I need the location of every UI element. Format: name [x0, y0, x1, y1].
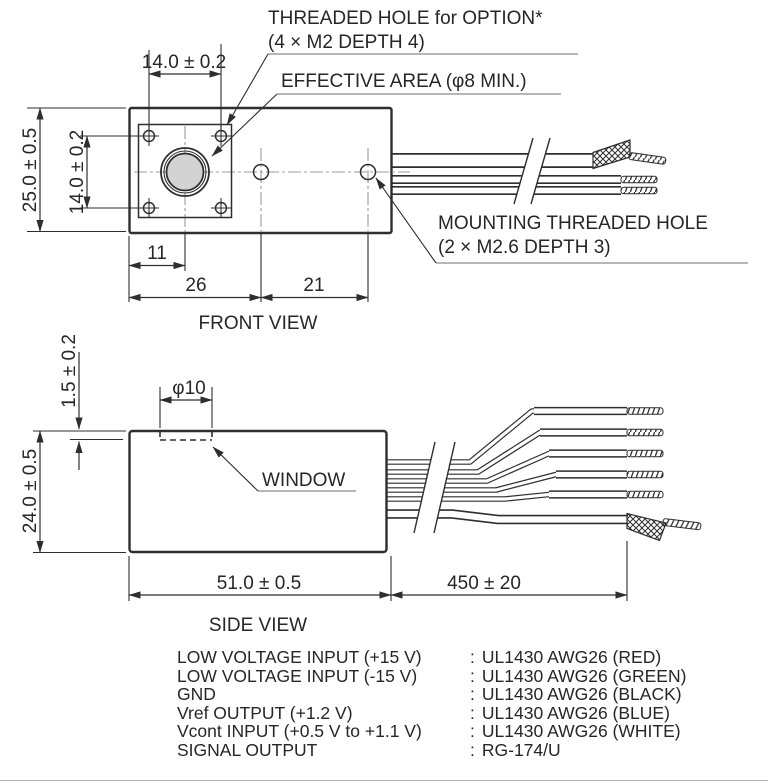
- dim-hole-spacing-horizontal: 14.0 ± 0.2: [141, 52, 227, 73]
- coax-center-conductor-front: [629, 152, 667, 164]
- dim-window-diameter: φ10: [172, 378, 206, 399]
- legend-colon: :: [470, 702, 475, 723]
- legend-colon: :: [470, 684, 475, 704]
- coax-center-conductor-side: [663, 518, 702, 530]
- callout-mounting-hole-line2: (2 × M2.6 DEPTH 3): [438, 237, 611, 258]
- wire-legend: [177, 648, 686, 759]
- legend-row: [177, 722, 686, 741]
- dim-body-height: 25.0 ± 0.5: [20, 127, 41, 213]
- coax-shield-braid-front: [593, 140, 630, 169]
- legend-row: [177, 741, 686, 760]
- bare-conductor-tip: [627, 471, 663, 477]
- dim-first-mount-hole: 26: [185, 275, 207, 296]
- legend-row: [177, 648, 686, 667]
- side-view-caption: SIDE VIEW: [208, 615, 308, 636]
- legend-signal: Vref OUTPUT (+1.2 V): [177, 702, 353, 723]
- front-view-body: [130, 108, 411, 233]
- legend-row: [177, 667, 686, 686]
- bare-conductor-tip: [627, 429, 663, 435]
- legend-signal: LOW VOLTAGE INPUT (-15 V): [177, 665, 418, 686]
- bare-conductor-tip: [621, 176, 657, 183]
- callout-threaded-hole-line2: (4 × M2 DEPTH 4): [268, 32, 425, 53]
- legend-colon: :: [470, 665, 475, 686]
- callout-threaded-hole-line1: THREADED HOLE for OPTION*: [268, 8, 543, 29]
- bare-conductor-tip: [627, 491, 663, 497]
- bare-conductor-tip: [627, 408, 663, 414]
- legend-signal: SIGNAL OUTPUT: [177, 739, 318, 760]
- legend-cable: UL1430 AWG26 (GREEN): [481, 665, 687, 686]
- dim-body-length: 51.0 ± 0.5: [216, 573, 302, 594]
- bare-conductor-tip: [621, 187, 657, 194]
- side-view: [20, 334, 701, 636]
- dim-hole-spacing-vertical: 14.0 ± 0.2: [67, 129, 88, 215]
- page-rule-divider: [0, 780, 768, 781]
- front-view-cable: [392, 138, 666, 204]
- window-label: WINDOW: [262, 470, 346, 491]
- legend-colon: :: [470, 647, 475, 667]
- legend-colon: :: [470, 739, 475, 760]
- legend-signal: Vcont INPUT (+0.5 V to +1.1 V): [177, 721, 422, 741]
- front-view-caption: FRONT VIEW: [198, 313, 318, 334]
- legend-signal: LOW VOLTAGE INPUT (+15 V): [177, 647, 422, 667]
- side-view-cable: [387, 408, 701, 541]
- dim-mount-hole-spacing: 21: [303, 275, 325, 296]
- dim-side-height: 24.0 ± 0.5: [20, 448, 41, 534]
- legend-colon: :: [470, 721, 475, 741]
- legend-row: [177, 704, 686, 723]
- lens-window: [161, 148, 209, 196]
- legend-row: [177, 685, 686, 704]
- dim-cable-length: 450 ± 20: [447, 573, 521, 594]
- dim-lens-center-offset: 11: [147, 243, 167, 264]
- legend-cable: RG-174/U: [481, 739, 561, 760]
- callout-effective-area: EFFECTIVE AREA (φ8 MIN.): [281, 71, 527, 92]
- bare-conductor-tip: [627, 450, 663, 456]
- front-view: [20, 8, 748, 334]
- legend-signal: GND: [177, 684, 216, 704]
- legend-cable: UL1430 AWG26 (BLUE): [481, 702, 670, 723]
- coax-shield-braid-side: [627, 514, 666, 541]
- legend-cable: UL1430 AWG26 (WHITE): [481, 721, 681, 741]
- legend-cable: UL1430 AWG26 (RED): [481, 647, 662, 667]
- legend-cable: UL1430 AWG26 (BLACK): [481, 684, 682, 704]
- callout-mounting-hole-line1: MOUNTING THREADED HOLE: [438, 213, 708, 234]
- dim-window-depth: 1.5 ± 0.2: [59, 334, 80, 408]
